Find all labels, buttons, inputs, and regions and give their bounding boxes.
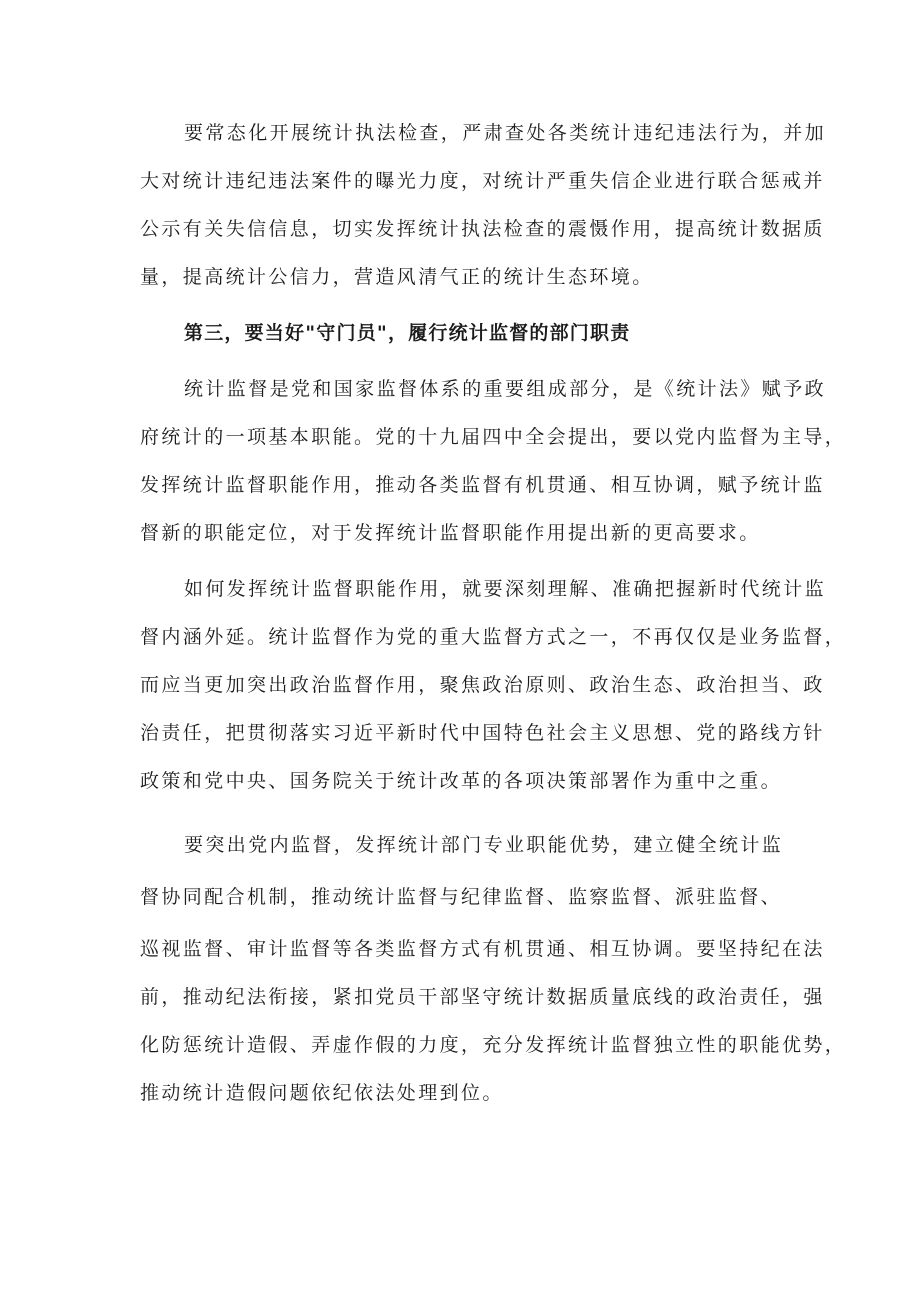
paragraph-3-line-4: 治责任，把贯彻落实习近平新时代中国特色社会主义思想、党的路线方针: [140, 722, 825, 744]
paragraph-2-line-3: 发挥统计监督职能作用，推动各类监督有机贯通、相互协调，赋予统计监: [140, 474, 825, 496]
paragraph-4-line-5: 化防惩统计造假、弄虚作假的力度，充分发挥统计监督独立性的职能优势，: [140, 1034, 847, 1056]
paragraph-3-line-1: 如何发挥统计监督职能作用，就要深刻理解、准确把握新时代统计监: [184, 578, 827, 600]
paragraph-3-line-3: 而应当更加突出政治监督作用，聚焦政治原则、政治生态、政治担当、政: [140, 674, 825, 696]
section-heading: 第三，要当好"守门员"，履行统计监督的部门职责: [184, 322, 631, 344]
paragraph-4-line-6: 推动统计造假问题依纪依法处理到位。: [140, 1082, 504, 1104]
paragraph-2-line-2: 府统计的一项基本职能。党的十九届四中全会提出，要以党内监督为主导，: [140, 426, 847, 448]
paragraph-2-line-1: 统计监督是党和国家监督体系的重要组成部分，是《统计法》赋予政: [184, 378, 827, 400]
paragraph-3-line-5: 政策和党中央、国务院关于统计改革的各项决策部署作为重中之重。: [140, 770, 783, 792]
paragraph-4-line-3: 巡视监督、审计监督等各类监督方式有机贯通、相互协调。要坚持纪在法: [140, 938, 825, 960]
paragraph-1-line-4: 量，提高统计公信力，营造风清气正的统计生态环境。: [140, 266, 654, 288]
paragraph-4-line-2: 督协同配合机制，推动统计监督与纪律监督、监察监督、派驻监督、: [140, 886, 783, 908]
paragraph-2-line-4: 督新的职能定位，对于发挥统计监督职能作用提出新的更高要求。: [140, 522, 761, 544]
paragraph-1-line-2: 大对统计违纪违法案件的曝光力度，对统计严重失信企业进行联合惩戒并: [140, 170, 825, 192]
paragraph-4-line-4: 前，推动纪法衔接，紧扣党员干部坚守统计数据质量底线的政治责任，强: [140, 986, 825, 1008]
paragraph-4-line-1: 要突出党内监督，发挥统计部门专业职能优势，建立健全统计监: [184, 834, 784, 856]
paragraph-1-line-3: 公示有关失信信息，切实发挥统计执法检查的震慑作用，提高统计数据质: [140, 218, 825, 240]
paragraph-1-line-1: 要常态化开展统计执法检查，严肃查处各类统计违纪违法行为，并加: [184, 122, 827, 144]
paragraph-3-line-2: 督内涵外延。统计监督作为党的重大监督方式之一，不再仅仅是业务监督，: [140, 626, 847, 648]
